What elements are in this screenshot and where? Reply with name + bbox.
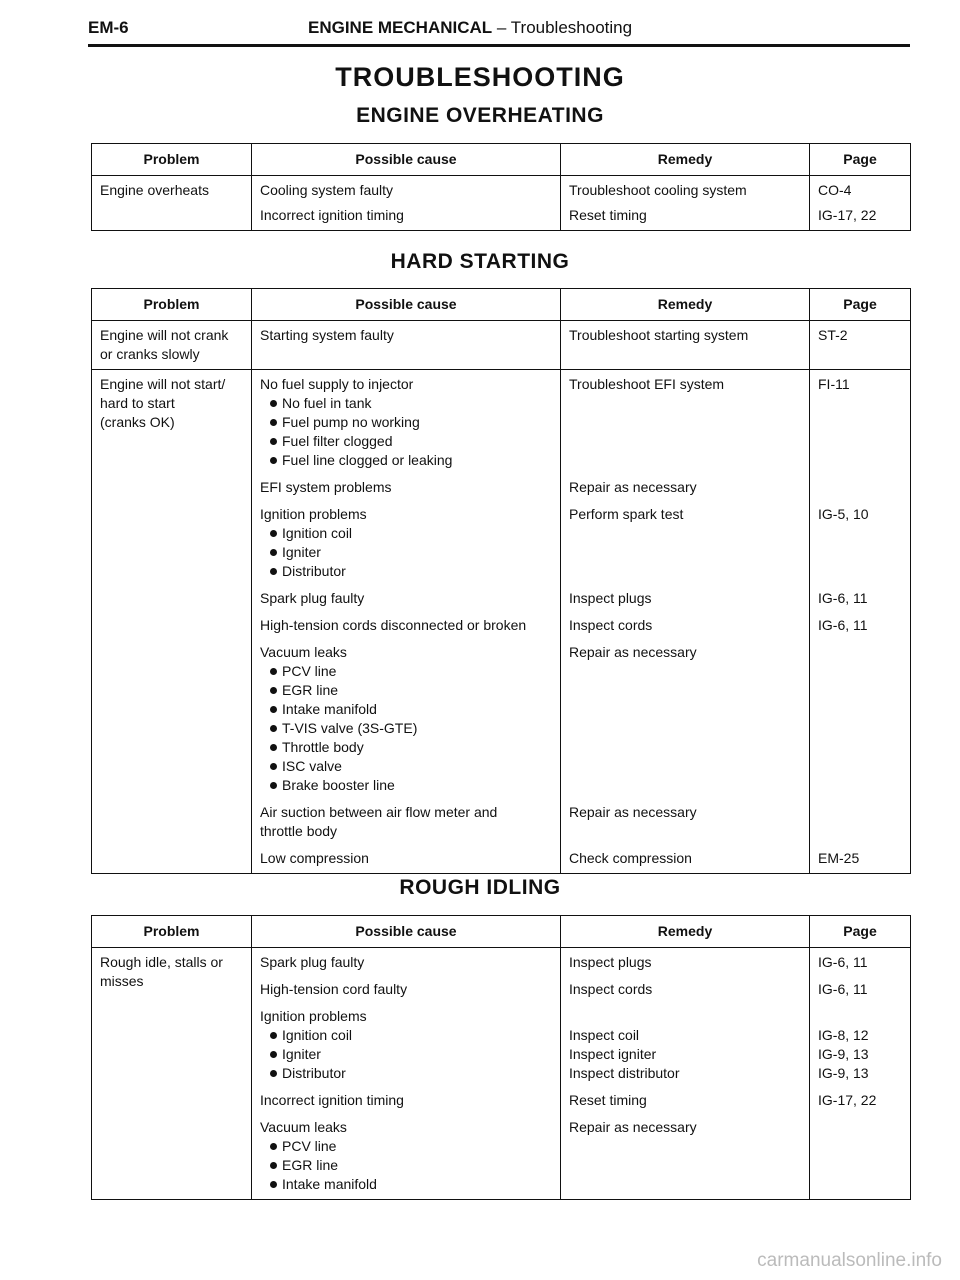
page-cell: FI-11 IG-5, 10 IG-6, 11 IG-6, 11 EM-25 <box>810 370 911 874</box>
table-row <box>92 370 911 874</box>
bullet-item: Throttle body <box>260 738 552 757</box>
bullet-item: Brake booster line <box>260 776 552 795</box>
bullet-item: Fuel filter clogged <box>260 432 552 451</box>
bullet-item: EGR line <box>260 681 552 700</box>
remedy-cell: Troubleshoot starting system <box>561 321 810 370</box>
table-row <box>92 321 911 370</box>
header-section: ENGINE MECHANICAL <box>308 18 493 37</box>
col-remedy: Remedy <box>561 144 810 176</box>
bullet-item: EGR line <box>260 1156 552 1175</box>
bullet-item: No fuel in tank <box>260 394 552 413</box>
hard-starting-title: HARD STARTING <box>390 250 570 273</box>
problem-cell: Engine will not crank or cranks slowly <box>92 321 252 370</box>
bullet-item: Igniter <box>260 543 552 562</box>
col-problem: Problem <box>92 289 252 321</box>
bullet-item: Ignition coil <box>260 1026 552 1045</box>
remedy-cell: Troubleshoot EFI system Repair as necessary Perform spark test Inspect plugs Inspect cords Repair as necessary Repair as necessary Check compression <box>561 370 810 874</box>
col-remedy: Remedy <box>561 916 810 948</box>
bullet-item: T-VIS valve (3S-GTE) <box>260 719 552 738</box>
header-title <box>308 18 632 38</box>
col-problem: Problem <box>92 144 252 176</box>
col-cause: Possible cause <box>252 289 561 321</box>
page-code: EM-6 <box>88 18 129 37</box>
table-header-row <box>92 144 911 176</box>
col-remedy: Remedy <box>561 289 810 321</box>
bullet-item: Fuel pump no working <box>260 413 552 432</box>
cause-cell: Spark plug faulty High-tension cord faulty Ignition problems Ignition coil Igniter Distributor Incorrect ignition timing Vacuum leaks PCV line EGR line Intake manifold <box>252 948 561 1200</box>
cause-cell: Cooling system faulty Incorrect ignition timing <box>252 176 561 231</box>
problem-cell: Rough idle, stalls or misses <box>92 948 252 1200</box>
col-page: Page <box>810 289 911 321</box>
bullet-item: Distributor <box>260 1064 552 1083</box>
bullet-item: Intake manifold <box>260 700 552 719</box>
rough-idling-table <box>91 915 911 1200</box>
table-row <box>92 176 911 231</box>
table-header-row <box>92 289 911 321</box>
table-header-row <box>92 916 911 948</box>
bullet-item: Igniter <box>260 1045 552 1064</box>
cause-cell: No fuel supply to injector No fuel in tank Fuel pump no working Fuel filter clogged Fuel line clogged or leaking EFI system problems Ignition problems Ignition coil Igniter Distributor Spark plug faulty High-tension cords disconnected or broken Vacuum leaks PCV line EGR line Intake manifold T-VIS valve (3S-GTE) Throttle body ISC valve Brake booster line Air suction between air flow meter and throttle body Low compression <box>252 370 561 874</box>
rough-idling-title: ROUGH IDLING <box>399 876 561 899</box>
page-cell: CO-4 IG-17, 22 <box>810 176 911 231</box>
bullet-item: Intake manifold <box>260 1175 552 1194</box>
table-row <box>92 948 911 1200</box>
problem-cell: Engine overheats <box>92 176 252 231</box>
col-page: Page <box>810 144 911 176</box>
bullet-item: Fuel line clogged or leaking <box>260 451 552 470</box>
bullet-item: Distributor <box>260 562 552 581</box>
col-cause: Possible cause <box>252 144 561 176</box>
cause-cell: Starting system faulty <box>252 321 561 370</box>
page-cell: IG-6, 11 IG-6, 11 IG-8, 12 IG-9, 13 IG-9, 13 IG-17, 22 <box>810 948 911 1200</box>
page-cell: ST-2 <box>810 321 911 370</box>
overheating-table <box>91 143 911 231</box>
overheating-title: ENGINE OVERHEATING <box>356 104 604 127</box>
bullet-item: Ignition coil <box>260 524 552 543</box>
problem-cell: Engine will not start/ hard to start (cranks OK) <box>92 370 252 874</box>
bullet-item: ISC valve <box>260 757 552 776</box>
page-header <box>88 18 910 40</box>
hard-starting-table <box>91 288 911 874</box>
main-title: TROUBLESHOOTING <box>335 62 625 92</box>
col-page: Page <box>810 916 911 948</box>
header-rule <box>88 44 910 47</box>
col-cause: Possible cause <box>252 916 561 948</box>
remedy-cell: Inspect plugs Inspect cords Inspect coil Inspect igniter Inspect distributor Reset timing Repair as necessary <box>561 948 810 1200</box>
bullet-item: PCV line <box>260 662 552 681</box>
watermark: carmanualsonline.info <box>757 1250 942 1271</box>
col-problem: Problem <box>92 916 252 948</box>
header-subsection: – Troubleshooting <box>496 18 633 37</box>
remedy-cell: Troubleshoot cooling system Reset timing <box>561 176 810 231</box>
bullet-item: PCV line <box>260 1137 552 1156</box>
